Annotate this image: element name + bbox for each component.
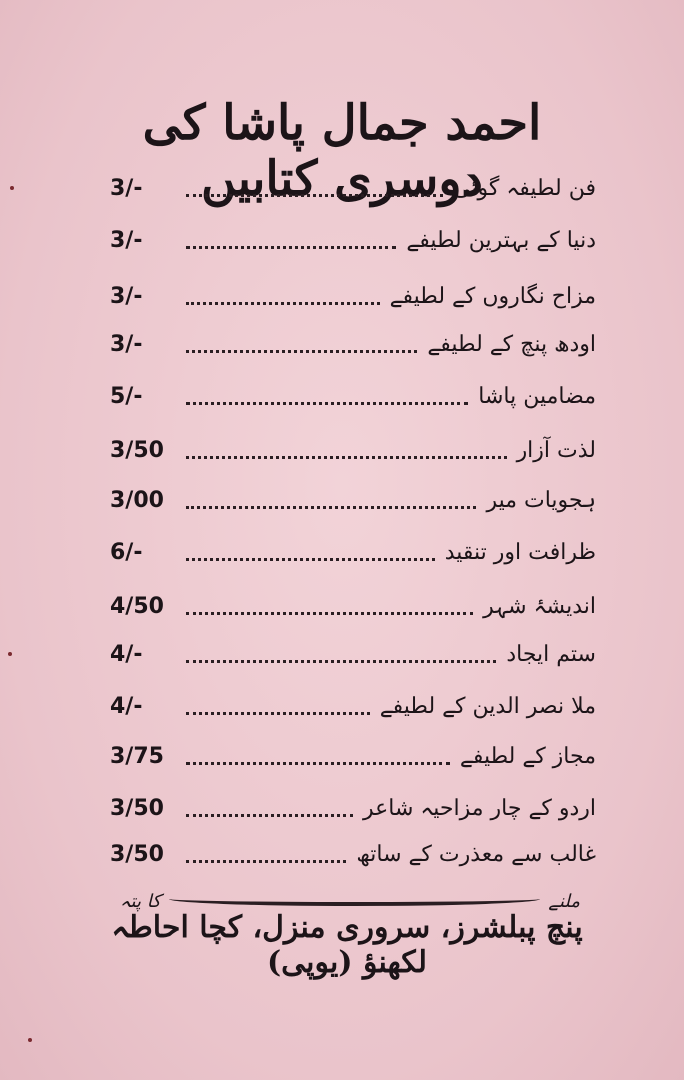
book-price: 4/50 <box>110 593 164 619</box>
list-item <box>110 168 596 208</box>
leader-dots <box>186 710 370 715</box>
list-item <box>110 376 596 416</box>
book-price: 4/- <box>110 641 143 667</box>
list-item <box>110 324 596 364</box>
list-item <box>110 634 596 674</box>
book-title: اردو کے چار مزاحیہ شاعر <box>363 795 596 821</box>
leader-dots <box>186 610 473 615</box>
leader-dots <box>186 858 346 863</box>
calligraphic-stroke <box>169 892 541 906</box>
book-price: 3/- <box>110 175 143 201</box>
list-item <box>110 834 596 874</box>
leader-dots <box>186 760 450 765</box>
book-price: 3/50 <box>110 841 164 867</box>
book-title: ہجویات میر <box>486 487 596 513</box>
book-price: 6/- <box>110 539 143 565</box>
leader-dots <box>186 348 417 353</box>
book-price: 3/00 <box>110 487 164 513</box>
leader-dots <box>186 400 468 405</box>
book-price: 5/- <box>110 383 143 409</box>
list-item <box>110 532 596 572</box>
book-title: مزاح نگاروں کے لطیفے <box>389 283 596 309</box>
list-item <box>110 276 596 316</box>
book-title: فن لطیفہ گوئی <box>453 175 596 201</box>
book-title: اودھ پنچ کے لطیفے <box>427 331 596 357</box>
publisher-address: پنچ پبلشرز، سروری منزل، کچا احاطہ لکھنؤ (یوپی) <box>111 910 583 980</box>
book-title: ستم ایجاد <box>506 641 596 667</box>
list-item <box>110 220 596 260</box>
leader-dots <box>186 504 476 509</box>
page-title: احمد جمال پاشا کی دوسری کتابیں <box>142 95 542 207</box>
list-item <box>110 430 596 470</box>
list-item <box>110 788 596 828</box>
book-price: 3/- <box>110 331 143 357</box>
leader-dots <box>186 812 353 817</box>
book-title: ملا نصر الدین کے لطیفے <box>379 693 596 719</box>
print-speck <box>10 186 14 190</box>
leader-dots <box>186 454 507 459</box>
leader-dots <box>186 300 380 305</box>
book-title: ظرافت اور تنقید <box>444 539 596 565</box>
ka-pata-label: کا پتہ <box>120 891 161 912</box>
book-title: مضامین پاشا <box>478 383 596 409</box>
book-title: غالب سے معذرت کے ساتھ <box>356 841 596 867</box>
list-item <box>110 736 596 776</box>
book-price: 3/- <box>110 227 143 253</box>
leader-dots <box>186 556 435 561</box>
leader-dots <box>186 658 496 663</box>
book-title: مجاز کے لطیفے <box>459 743 596 769</box>
book-title: اندیشۂ شہر <box>483 593 596 619</box>
book-price: 3/50 <box>110 437 164 463</box>
availability-line <box>120 872 580 912</box>
milne-label: ملنے <box>548 891 580 912</box>
print-speck <box>8 652 12 656</box>
book-price: 3/75 <box>110 743 164 769</box>
book-price: 4/- <box>110 693 143 719</box>
leader-dots <box>186 192 443 197</box>
book-title: دنیا کے بہترین لطیفے <box>406 227 596 253</box>
book-price: 3/- <box>110 283 143 309</box>
book-price: 3/50 <box>110 795 164 821</box>
leader-dots <box>186 244 396 249</box>
list-item <box>110 686 596 726</box>
list-item <box>110 586 596 626</box>
book-title: لذت آزار <box>516 437 596 463</box>
list-item <box>110 480 596 520</box>
print-speck <box>28 1038 32 1042</box>
